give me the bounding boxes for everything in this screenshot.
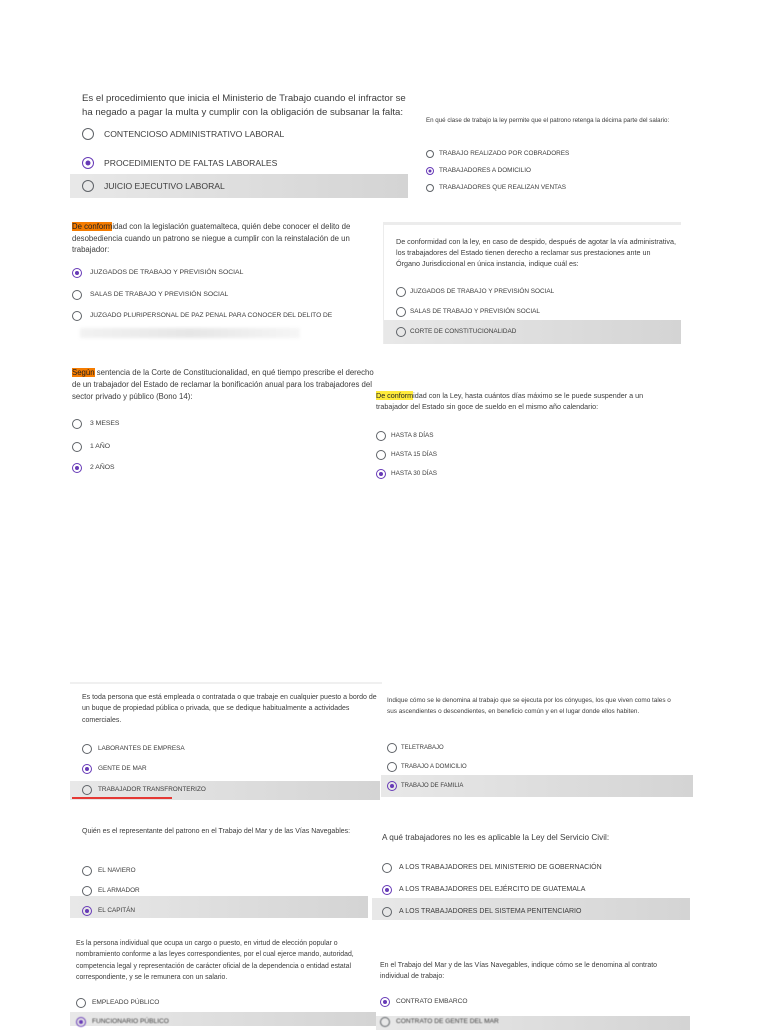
blurred-row xyxy=(80,328,300,338)
option-2[interactable]: PROCEDIMIENTO DE FALTAS LABORALES xyxy=(82,158,277,168)
radio-checked-icon xyxy=(76,1017,86,1027)
option-3[interactable]: HASTA 30 DÍAS xyxy=(376,470,437,477)
option-3[interactable]: TRABAJO DE FAMILIA xyxy=(387,783,463,789)
question-card-10 xyxy=(372,822,690,920)
option-2[interactable]: FUNCIONARIO PÚBLICO xyxy=(76,1018,169,1025)
radio-unchecked-icon xyxy=(382,907,392,917)
option-3[interactable]: EL CAPITÁN xyxy=(82,907,135,914)
highlight-mark: Según xyxy=(72,368,95,377)
radio-unchecked-icon xyxy=(382,863,392,873)
question-text: En el Trabajo del Mar y de las Vías Navegables, indique cómo se le denomina al contrato individual de trabajo: xyxy=(380,962,658,981)
radio-unchecked-icon xyxy=(426,150,434,158)
radio-checked-icon xyxy=(72,268,82,278)
option-1[interactable]: CONTENCIOSO ADMINISTRATIVO LABORAL xyxy=(82,129,284,139)
radio-unchecked-icon xyxy=(76,998,86,1008)
option-2[interactable]: 1 AÑO xyxy=(72,443,110,450)
radio-checked-icon xyxy=(426,167,434,175)
option-1[interactable]: LABORANTES DE EMPRESA xyxy=(82,745,185,752)
radio-unchecked-icon xyxy=(82,180,94,192)
radio-unchecked-icon xyxy=(82,128,94,140)
question-card-3 xyxy=(70,218,380,348)
question-text: A qué trabajadores no les es aplicable la Ley del Servicio Civil: xyxy=(382,833,610,842)
radio-unchecked-icon xyxy=(72,419,82,429)
question-text: Indique cómo se le denomina al trabajo que se ejecuta por los cónyuges, los que viven como tales o sus ascendientes o descendientes, en beneficio común y en el lugar donde ellos habiten. xyxy=(387,697,671,715)
radio-unchecked-icon xyxy=(376,450,386,460)
question-text: Es el procedimiento que inicia el Ministerio de Trabajo cuando el infractor se ha negado a pagar la multa y cumplir con la obligación de subsanar la falta: xyxy=(82,93,406,118)
radio-unchecked-icon xyxy=(82,785,92,795)
radio-unchecked-icon xyxy=(426,184,434,192)
radio-unchecked-icon xyxy=(376,431,386,441)
option-1[interactable]: EL NAVIERO xyxy=(82,867,136,874)
question-card-9 xyxy=(70,822,370,920)
question-card-4 xyxy=(383,222,681,344)
radio-checked-icon xyxy=(82,764,92,774)
radio-checked-icon xyxy=(376,469,386,479)
option-1[interactable]: TRABAJO REALIZADO POR COBRADORES xyxy=(426,150,569,157)
question-text: En qué clase de trabajo la ley permite que el patrono retenga la décima parte del salario: xyxy=(426,117,670,124)
option-2[interactable]: HASTA 15 DÍAS xyxy=(376,451,437,458)
radio-unchecked-icon xyxy=(72,311,82,321)
radio-checked-icon xyxy=(82,906,92,916)
question-card-6 xyxy=(374,388,680,480)
option-2[interactable]: TRABAJADORES A DOMICILIO xyxy=(426,167,531,174)
option-3[interactable]: JUZGADO PLURIPERSONAL DE PAZ PENAL PARA CONOCER DEL DELITO DE xyxy=(72,312,332,319)
option-1[interactable]: CONTRATO EMBARCO xyxy=(380,998,468,1005)
highlight-mark: De conform xyxy=(376,391,414,400)
red-underline xyxy=(72,797,172,799)
radio-unchecked-icon xyxy=(396,307,406,317)
option-2[interactable]: SALAS DE TRABAJO Y PREVISIÓN SOCIAL xyxy=(396,308,540,315)
radio-unchecked-icon xyxy=(387,762,397,772)
radio-unchecked-icon xyxy=(396,327,406,337)
radio-unchecked-icon xyxy=(82,886,92,896)
question-card-11 xyxy=(70,934,376,1024)
question-text: Es toda persona que está empleada o contratada o que trabaje en cualquier puesto a bordo de un buque de propiedad pública o privada, que se dedique habitualmente a actividades comerciales. xyxy=(82,694,377,724)
option-2[interactable]: TRABAJO A DOMICILIO xyxy=(387,764,467,770)
question-text: Según sentencia de la Corte de Constitucionalidad, en qué tiempo prescribe el derecho de un trabajador del Estado de reclamar la bonificación anual para los trabajadores del sector privado y público (Bono 14): xyxy=(72,368,374,401)
option-1[interactable]: TELETRABAJO xyxy=(387,745,444,751)
question-card-1 xyxy=(70,88,410,200)
question-text: De conformidad con la legislación guatemalteca, quién debe conocer el delito de desobediencia cuando un patrono se niegue a cumplir con la reinstalación de un trabajador: xyxy=(72,222,351,254)
option-2[interactable]: SALAS DE TRABAJO Y PREVISIÓN SOCIAL xyxy=(72,291,228,298)
option-1[interactable]: JUZGADOS DE TRABAJO Y PREVISIÓN SOCIAL xyxy=(72,269,243,276)
radio-checked-icon xyxy=(380,997,390,1007)
option-1[interactable]: 3 MESES xyxy=(72,420,119,427)
option-3[interactable]: TRABAJADOR TRANSFRONTERIZO xyxy=(82,786,206,793)
question-text: De conformidad con la ley, en caso de despido, después de agotar la vía administrativa, los trabajadores del Estado tienen derecho a reclamar sus prestaciones ante un Órgano Jurisdiccional en única instancia, indique cuál es: xyxy=(396,237,676,268)
highlight-mark: De conform xyxy=(72,222,113,231)
option-1[interactable]: JUZGADOS DE TRABAJO Y PREVISIÓN SOCIAL xyxy=(396,288,554,295)
radio-checked-icon xyxy=(387,781,397,791)
question-card-2 xyxy=(420,112,680,198)
option-3[interactable]: 2 AÑOS xyxy=(72,464,115,471)
question-card-8 xyxy=(381,690,681,800)
option-2[interactable]: EL ARMADOR xyxy=(82,887,140,894)
radio-unchecked-icon xyxy=(72,290,82,300)
question-card-7 xyxy=(70,682,382,800)
radio-unchecked-icon xyxy=(82,866,92,876)
option-1[interactable]: EMPLEADO PÚBLICO xyxy=(76,999,159,1006)
radio-checked-icon xyxy=(82,157,94,169)
option-2[interactable]: A LOS TRABAJADORES DEL EJÉRCITO DE GUATEMALA xyxy=(382,886,585,893)
radio-unchecked-icon xyxy=(396,287,406,297)
option-3[interactable]: JUICIO EJECUTIVO LABORAL xyxy=(82,181,225,191)
radio-unchecked-icon xyxy=(72,442,82,452)
question-card-5 xyxy=(70,364,380,480)
radio-unchecked-icon xyxy=(387,743,397,753)
question-text: Es la persona individual que ocupa un cargo o puesto, en virtud de elección popular o nombramiento conforme a las leyes correspondientes, por el cual ejerce mando, autoridad, competencia legal y representación de carácter oficial de la dependencia o entidad estatal correspondiente, y se le remunera con un salario. xyxy=(76,940,354,981)
radio-checked-icon xyxy=(382,885,392,895)
option-1[interactable]: A LOS TRABAJADORES DEL MINISTERIO DE GOBERNACIÓN xyxy=(382,864,602,871)
question-text: Quién es el representante del patrono en el Trabajo del Mar y de las Vías Navegables: xyxy=(82,828,351,835)
radio-checked-icon xyxy=(72,463,82,473)
option-2[interactable]: CONTRATO DE GENTE DEL MAR xyxy=(380,1018,499,1025)
option-3[interactable]: CORTE DE CONSTITUCIONALIDAD xyxy=(396,328,516,335)
radio-unchecked-icon xyxy=(82,744,92,754)
question-card-12 xyxy=(376,950,690,1024)
question-text: De conformidad con la Ley, hasta cuántos días máximo se le puede suspender a un trabajador del Estado sin goce de sueldo en el mismo año calendario: xyxy=(376,391,644,411)
radio-unchecked-icon xyxy=(380,1017,390,1027)
option-1[interactable]: HASTA 8 DÍAS xyxy=(376,432,434,439)
option-2[interactable]: GENTE DE MAR xyxy=(82,765,147,772)
option-3[interactable]: A LOS TRABAJADORES DEL SISTEMA PENITENCIARIO xyxy=(382,908,581,915)
option-3[interactable]: TRABAJADORES QUE REALIZAN VENTAS xyxy=(426,184,566,191)
